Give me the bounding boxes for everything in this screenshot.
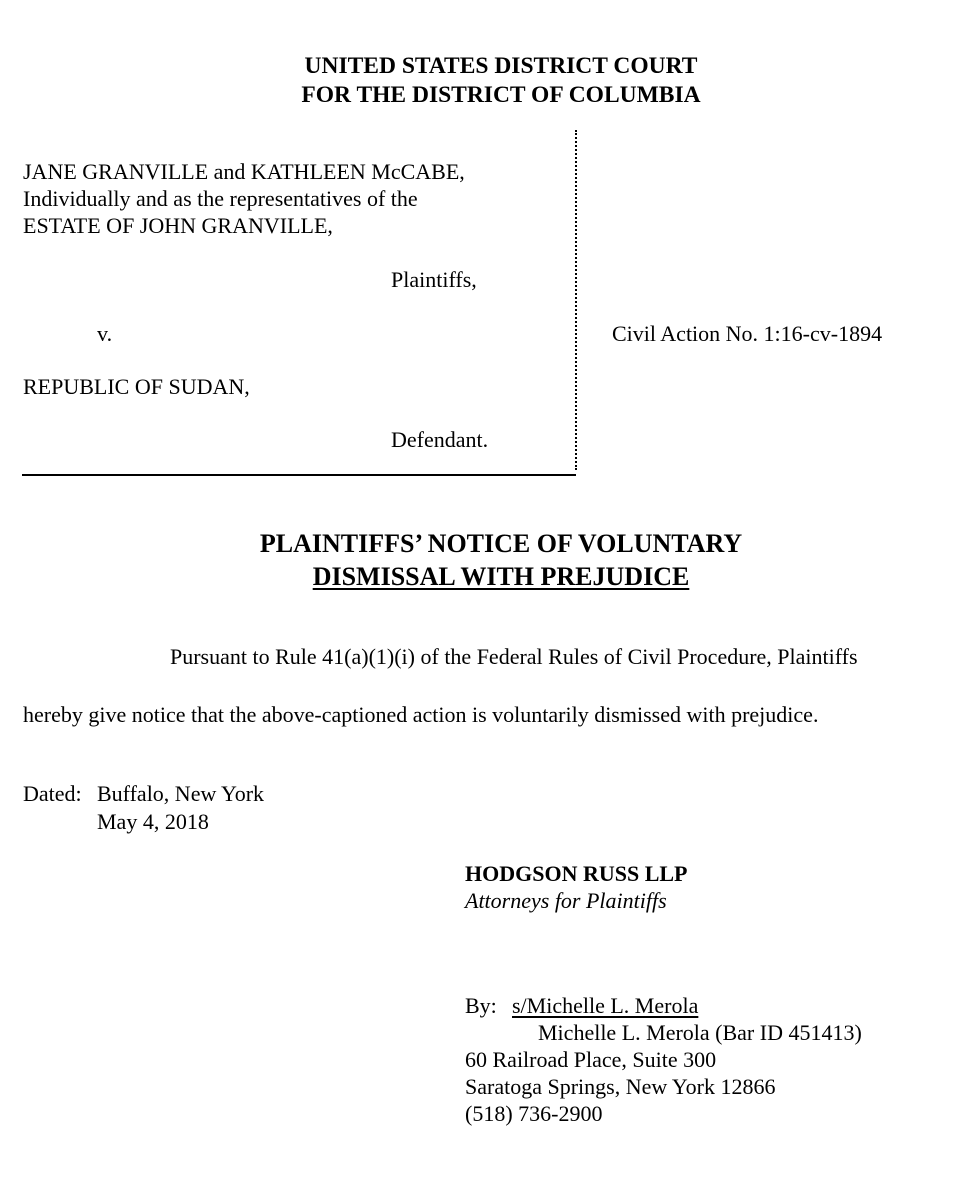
court-district: FOR THE DISTRICT OF COLUMBIA	[301, 82, 701, 108]
phone-number: (518) 736-2900	[465, 1101, 603, 1126]
dated-place: Buffalo, New York	[97, 781, 265, 806]
civil-action-number: Civil Action No. 1:16-cv-1894	[612, 321, 883, 346]
electronic-signature: s/Michelle L. Merola	[512, 993, 699, 1018]
dated-date: May 4, 2018	[97, 809, 209, 834]
dated-label: Dated:	[23, 781, 82, 806]
law-firm-name: HODGSON RUSS LLP	[465, 861, 688, 886]
plaintiffs-name-line-3: ESTATE OF JOHN GRANVILLE,	[23, 213, 333, 238]
address-line-1: 60 Railroad Place, Suite 300	[465, 1047, 717, 1072]
plaintiffs-label: Plaintiffs,	[391, 267, 477, 292]
plaintiffs-name-line-2: Individually and as the representatives of the	[23, 186, 418, 211]
caption-divider-vertical	[575, 130, 577, 470]
defendant-name: REPUBLIC OF SUDAN,	[23, 374, 250, 399]
caption-divider-horizontal	[22, 474, 576, 476]
by-label: By:	[465, 993, 497, 1018]
notice-title-line-1: PLAINTIFFS’ NOTICE OF VOLUNTARY	[259, 529, 743, 558]
address-line-2: Saratoga Springs, New York 12866	[465, 1074, 776, 1099]
versus: v.	[97, 321, 113, 346]
notice-paragraph-line-2: hereby give notice that the above-captioned action is voluntarily dismissed with prejudice.	[23, 702, 819, 727]
defendant-label: Defendant.	[391, 427, 489, 452]
attorney-name: Michelle L. Merola (Bar ID 451413)	[538, 1020, 862, 1045]
notice-title-line-2: DISMISSAL WITH PREJUDICE	[312, 562, 690, 591]
notice-paragraph-line-1: Pursuant to Rule 41(a)(1)(i) of the Federal Rules of Civil Procedure, Plaintiffs	[170, 644, 858, 669]
plaintiffs-name-line-1: JANE GRANVILLE and KATHLEEN McCABE,	[23, 159, 465, 184]
attorney-role: Attorneys for Plaintiffs	[465, 888, 667, 913]
court-name: UNITED STATES DISTRICT COURT	[304, 53, 698, 79]
